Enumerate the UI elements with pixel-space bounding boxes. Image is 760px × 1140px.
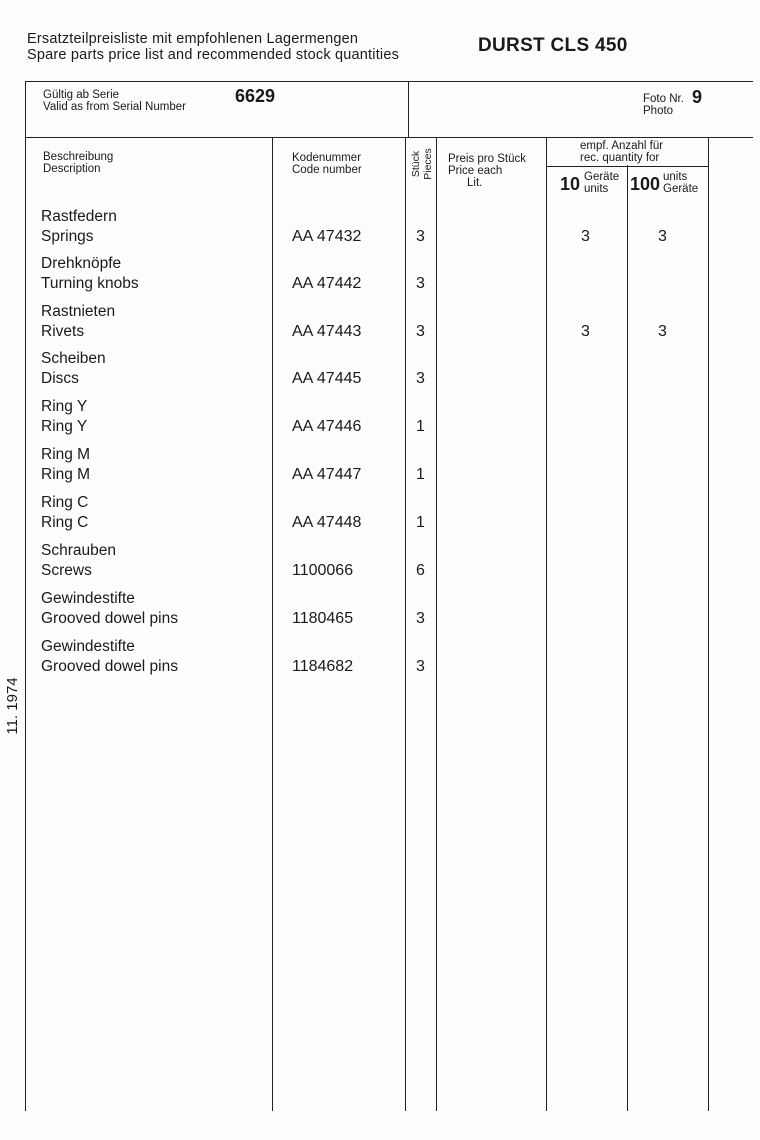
table-row bbox=[0, 350, 760, 396]
col-code-en: Code number bbox=[292, 164, 362, 176]
photo-value: 9 bbox=[692, 87, 703, 107]
item-description-en: Grooved dowel pins bbox=[41, 658, 178, 675]
col-price-de: Preis pro Stück bbox=[448, 153, 526, 165]
table-row bbox=[0, 638, 760, 684]
item-code: AA 47442 bbox=[292, 275, 362, 292]
item-description-de: Gewindestifte bbox=[41, 638, 135, 655]
col-description-en: Description bbox=[43, 163, 101, 175]
col-pieces-de: Stück bbox=[410, 150, 422, 178]
table-row bbox=[0, 446, 760, 492]
col-rec-de: empf. Anzahl für bbox=[580, 140, 664, 152]
top-rule bbox=[25, 81, 753, 82]
col-rec10-num: 10 bbox=[560, 174, 581, 194]
item-code: 1180465 bbox=[292, 610, 354, 627]
item-pieces: 1 bbox=[416, 514, 425, 531]
item-qty-100: 3 bbox=[658, 228, 667, 245]
item-description-en: Screws bbox=[41, 562, 92, 579]
header-title-en: Spare parts price list and recommended stock quantities bbox=[27, 47, 400, 63]
col-rec10-en: units bbox=[584, 183, 609, 195]
serial-value: 6629 bbox=[235, 86, 276, 106]
item-qty-10: 3 bbox=[581, 228, 590, 245]
item-description-en: Discs bbox=[41, 370, 79, 387]
col-code-de: Kodenummer bbox=[292, 152, 362, 164]
serial-label-en: Valid as from Serial Number bbox=[43, 101, 186, 113]
item-description-de: Rastfedern bbox=[41, 208, 117, 225]
table-row bbox=[0, 208, 760, 254]
side-date: 11. 1974 bbox=[4, 677, 21, 735]
item-description-de: Ring M bbox=[41, 446, 91, 463]
item-pieces: 6 bbox=[416, 562, 425, 579]
photo-label-en: Photo bbox=[643, 105, 674, 117]
item-pieces: 1 bbox=[416, 418, 425, 435]
item-pieces: 3 bbox=[416, 658, 425, 675]
photo-label-de: Foto Nr. bbox=[643, 93, 684, 105]
serial-label-de: Gültig ab Serie bbox=[43, 89, 120, 101]
header-rule bbox=[25, 137, 753, 138]
col-price-en: Price each bbox=[448, 165, 503, 177]
item-description-de: Scheiben bbox=[41, 350, 106, 367]
col-rec100-en: units bbox=[663, 171, 688, 183]
item-code: AA 47446 bbox=[292, 418, 362, 435]
col-rec-en: rec. quantity for bbox=[580, 152, 660, 164]
item-code: AA 47443 bbox=[292, 323, 362, 340]
item-pieces: 3 bbox=[416, 610, 425, 627]
col-rec10-de: Geräte bbox=[584, 171, 620, 183]
col-description-de: Beschreibung bbox=[43, 151, 114, 163]
item-pieces: 3 bbox=[416, 275, 425, 292]
col-price-unit: Lit. bbox=[467, 177, 483, 189]
item-description-en: Rivets bbox=[41, 323, 85, 340]
item-code: AA 47445 bbox=[292, 370, 362, 387]
col-rec100-num: 100 bbox=[630, 174, 661, 194]
rec-subheader-rule bbox=[546, 166, 708, 167]
item-description-en: Ring C bbox=[41, 514, 89, 531]
item-description-en: Ring Y bbox=[41, 418, 88, 435]
col-pieces-en: Pieces bbox=[422, 148, 434, 180]
table-row bbox=[0, 255, 760, 301]
item-pieces: 1 bbox=[416, 466, 425, 483]
item-description-en: Turning knobs bbox=[41, 275, 139, 292]
table-row bbox=[0, 398, 760, 444]
col-rec100-de: Geräte bbox=[663, 183, 699, 195]
item-description-de: Drehknöpfe bbox=[41, 255, 122, 272]
table-row bbox=[0, 542, 760, 588]
item-code: AA 47432 bbox=[292, 228, 362, 245]
item-pieces: 3 bbox=[416, 323, 425, 340]
item-description-en: Grooved dowel pins bbox=[41, 610, 178, 627]
item-description-de: Ring C bbox=[41, 494, 89, 511]
table-row bbox=[0, 303, 760, 349]
item-description-en: Ring M bbox=[41, 466, 91, 483]
item-description-de: Gewindestifte bbox=[41, 590, 135, 607]
item-description-de: Ring Y bbox=[41, 398, 88, 415]
serial-photo-divider bbox=[408, 81, 409, 137]
item-code: 1184682 bbox=[292, 658, 354, 675]
item-description-de: Schrauben bbox=[41, 542, 116, 559]
table-row bbox=[0, 590, 760, 636]
item-description-de: Rastnieten bbox=[41, 303, 116, 320]
item-code: AA 47448 bbox=[292, 514, 362, 531]
item-pieces: 3 bbox=[416, 228, 425, 245]
table-row bbox=[0, 494, 760, 540]
brand-title: DURST CLS 450 bbox=[478, 35, 628, 56]
item-description-en: Springs bbox=[41, 228, 94, 245]
item-qty-100: 3 bbox=[658, 323, 667, 340]
header-title-de: Ersatzteilpreisliste mit empfohlenen Lagermengen bbox=[27, 31, 359, 47]
item-code: AA 47447 bbox=[292, 466, 362, 483]
item-code: 1100066 bbox=[292, 562, 354, 579]
item-pieces: 3 bbox=[416, 370, 425, 387]
item-qty-10: 3 bbox=[581, 323, 590, 340]
